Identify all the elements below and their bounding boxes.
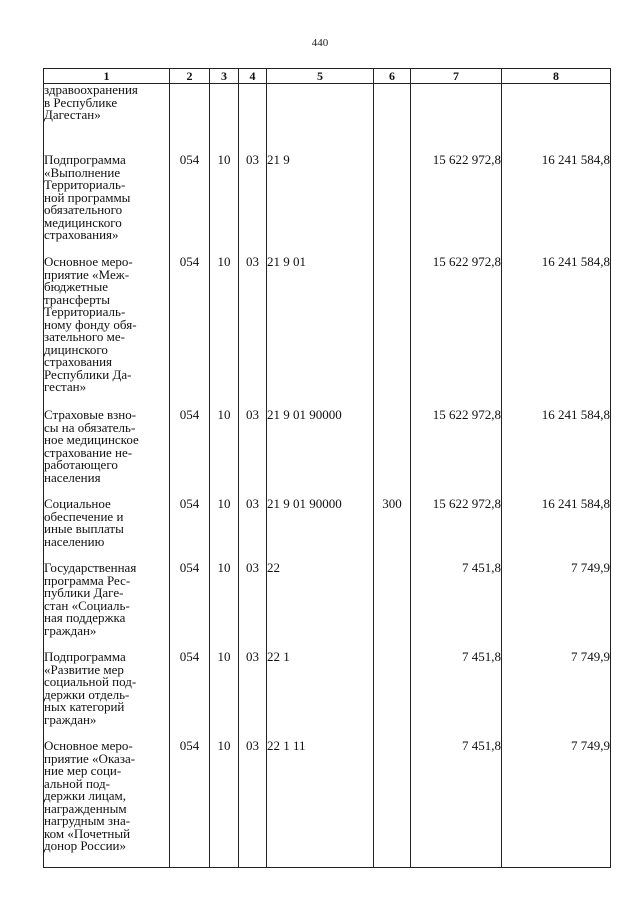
row-name: Страховые взно- сы на обязатель- ное медицинское страхование не- работающего населения [44,409,170,498]
ministry-code: 054 [170,562,210,651]
amount-col-7: 7 451,8 [411,740,502,868]
subsection-code: 03 [239,651,267,740]
subsection-code: 03 [239,409,267,498]
section-code: 10 [210,409,239,498]
header-col-3: 3 [210,69,239,84]
subsection-code: 03 [239,256,267,409]
table-row [44,256,611,409]
target-article-code: 21 9 [267,154,374,256]
ministry-code [170,84,210,155]
row-name: Подпрограмма «Выполнение Территориаль- ной программы обязательного медицинского страхования» [44,154,170,256]
header-col-1: 1 [44,69,170,84]
row-name: Подпрограмма «Развитие мер социальной под- держки отдель- ных категорий граждан» [44,651,170,740]
budget-table [43,68,611,868]
table-row [44,740,611,868]
section-code: 10 [210,562,239,651]
expense-type-code [374,256,411,409]
expense-type-code [374,409,411,498]
row-name: Государственная программа Рес- публики Даге- стан «Социаль- ная поддержка граждан» [44,562,170,651]
header-col-7: 7 [411,69,502,84]
amount-col-7: 15 622 972,8 [411,409,502,498]
expense-type-code [374,740,411,868]
expense-type-code [374,651,411,740]
target-article-code: 21 9 01 [267,256,374,409]
target-article-code: 22 [267,562,374,651]
row-name: Основное меро- приятие «Меж- бюджетные трансферты Территориаль- ному фонду обя- зательного ме- дицинского страхования Республики Да- гестан» [44,256,170,409]
header-col-4: 4 [239,69,267,84]
page-number: 440 [311,37,329,49]
section-code [210,84,239,155]
expense-type-code [374,562,411,651]
target-article-code: 22 1 11 [267,740,374,868]
amount-col-7: 7 451,8 [411,651,502,740]
subsection-code: 03 [239,562,267,651]
expense-type-code [374,154,411,256]
amount-col-8: 16 241 584,8 [502,154,611,256]
amount-col-7: 15 622 972,8 [411,498,502,562]
ministry-code: 054 [170,498,210,562]
section-code: 10 [210,498,239,562]
amount-col-8: 7 749,9 [502,651,611,740]
amount-col-8: 7 749,9 [502,562,611,651]
table-row [44,154,611,256]
amount-col-7: 15 622 972,8 [411,154,502,256]
amount-col-7 [411,84,502,155]
amount-col-8 [502,84,611,155]
amount-col-7: 15 622 972,8 [411,256,502,409]
amount-col-7: 7 451,8 [411,562,502,651]
table-row [44,84,611,155]
target-article-code: 21 9 01 90000 [267,498,374,562]
header-col-5: 5 [267,69,374,84]
table-row [44,562,611,651]
header-col-8: 8 [502,69,611,84]
ministry-code: 054 [170,256,210,409]
ministry-code: 054 [170,740,210,868]
expense-type-code: 300 [374,498,411,562]
header-col-6: 6 [374,69,411,84]
section-code: 10 [210,256,239,409]
amount-col-8: 16 241 584,8 [502,498,611,562]
table-row [44,651,611,740]
section-code: 10 [210,651,239,740]
subsection-code [239,84,267,155]
amount-col-8: 7 749,9 [502,740,611,868]
amount-col-8: 16 241 584,8 [502,256,611,409]
subsection-code: 03 [239,154,267,256]
ministry-code: 054 [170,409,210,498]
section-code: 10 [210,740,239,868]
row-name: Основное меро- приятие «Оказа- ние мер соци- альной под- держки лицам, награжденным нагрудным зна- ком «Почетный донор России» [44,740,170,868]
target-article-code [267,84,374,155]
subsection-code: 03 [239,740,267,868]
target-article-code: 21 9 01 90000 [267,409,374,498]
ministry-code: 054 [170,651,210,740]
amount-col-8: 16 241 584,8 [502,409,611,498]
table-row [44,498,611,562]
subsection-code: 03 [239,498,267,562]
expense-type-code [374,84,411,155]
section-code: 10 [210,154,239,256]
row-name: Социальное обеспечение и иные выплаты населению [44,498,170,562]
target-article-code: 22 1 [267,651,374,740]
header-col-2: 2 [170,69,210,84]
ministry-code: 054 [170,154,210,256]
row-name: здравоохранения в Республике Дагестан» [44,84,170,155]
table-row [44,409,611,498]
